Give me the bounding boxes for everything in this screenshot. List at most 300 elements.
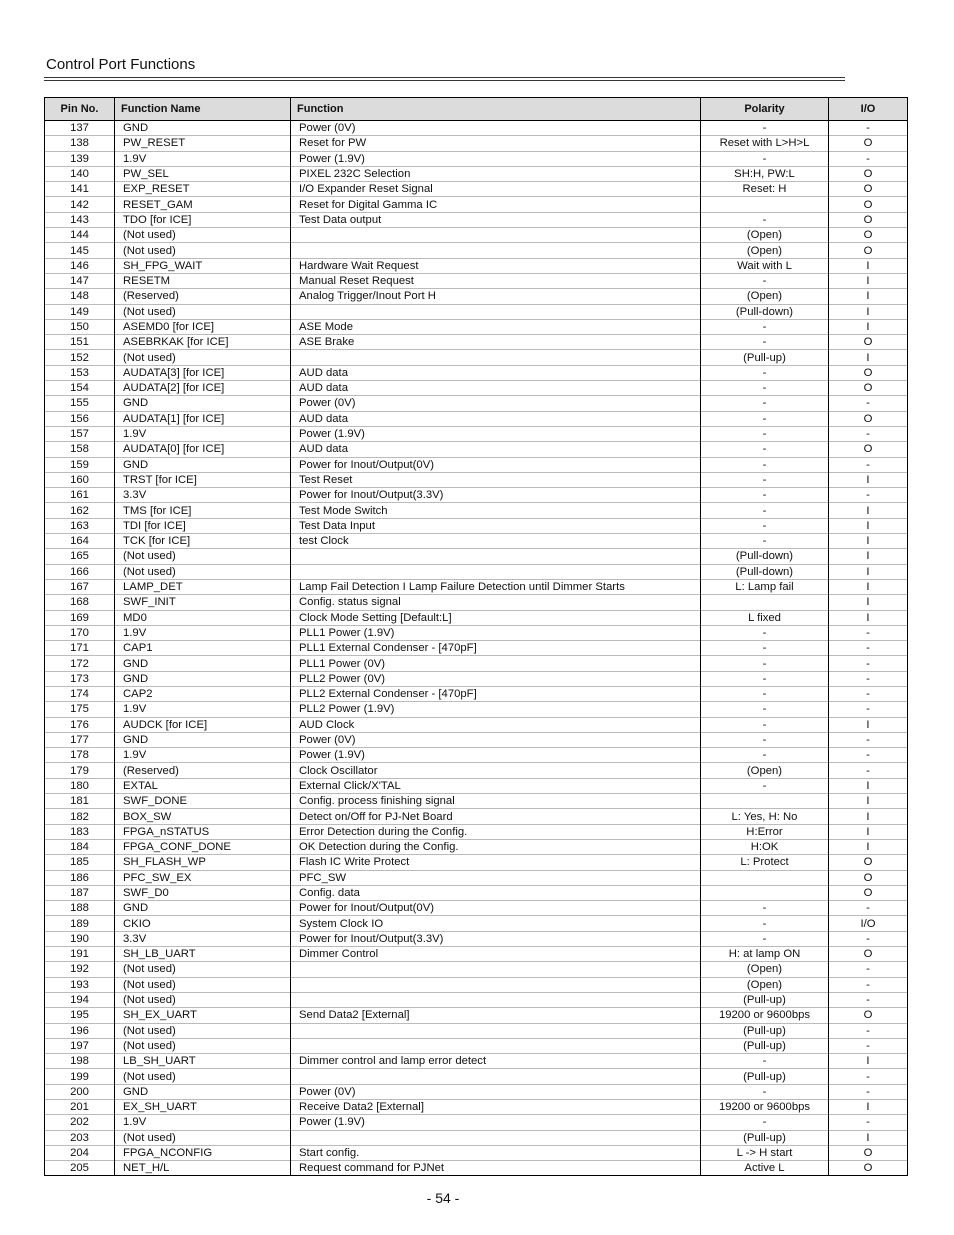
function-cell: Power (0V): [291, 732, 701, 747]
table-row: [45, 824, 908, 839]
function-cell: Power (1.9V): [291, 151, 701, 166]
function-cell: Power (1.9V): [291, 426, 701, 441]
function-cell: AUD data: [291, 442, 701, 457]
function-name-cell: AUDATA[1] [for ICE]: [115, 411, 291, 426]
function-name-cell: GND: [115, 396, 291, 411]
polarity-cell: (Pull-down): [701, 304, 829, 319]
io-cell: I: [829, 534, 908, 549]
polarity-cell: [701, 870, 829, 885]
pin-number-cell: 175: [45, 702, 115, 717]
function-cell: PLL2 Power (1.9V): [291, 702, 701, 717]
table-row: [45, 702, 908, 717]
function-cell: [291, 1023, 701, 1038]
polarity-cell: L: Protect: [701, 855, 829, 870]
io-cell: I: [829, 1130, 908, 1145]
polarity-cell: (Pull-down): [701, 549, 829, 564]
io-cell: O: [829, 136, 908, 151]
polarity-cell: -: [701, 748, 829, 763]
pin-number-cell: 171: [45, 641, 115, 656]
pin-number-cell: 201: [45, 1100, 115, 1115]
pin-number-cell: 148: [45, 289, 115, 304]
pin-number-cell: 164: [45, 534, 115, 549]
io-cell: I: [829, 809, 908, 824]
table-row: [45, 549, 908, 564]
pin-number-cell: 179: [45, 763, 115, 778]
pin-number-cell: 204: [45, 1145, 115, 1160]
polarity-cell: (Pull-up): [701, 1038, 829, 1053]
function-name-cell: SH_FPG_WAIT: [115, 258, 291, 273]
function-name-cell: 1.9V: [115, 625, 291, 640]
polarity-cell: (Open): [701, 962, 829, 977]
io-cell: I: [829, 595, 908, 610]
table-row: [45, 809, 908, 824]
function-cell: [291, 243, 701, 258]
function-name-cell: FPGA_nSTATUS: [115, 824, 291, 839]
polarity-cell: -: [701, 686, 829, 701]
pin-number-cell: 189: [45, 916, 115, 931]
pin-number-cell: 188: [45, 901, 115, 916]
pin-number-cell: 197: [45, 1038, 115, 1053]
polarity-cell: -: [701, 396, 829, 411]
io-cell: O: [829, 411, 908, 426]
function-name-cell: RESET_GAM: [115, 197, 291, 212]
table-row: [45, 748, 908, 763]
table-row: [45, 381, 908, 396]
table-row: [45, 671, 908, 686]
function-name-cell: 3.3V: [115, 488, 291, 503]
table-row: [45, 1069, 908, 1084]
io-cell: -: [829, 396, 908, 411]
io-cell: -: [829, 151, 908, 166]
io-cell: -: [829, 426, 908, 441]
io-cell: -: [829, 962, 908, 977]
polarity-cell: -: [701, 671, 829, 686]
pin-number-cell: 154: [45, 381, 115, 396]
pin-number-cell: 167: [45, 579, 115, 594]
function-cell: Power (1.9V): [291, 748, 701, 763]
function-name-cell: TDO [for ICE]: [115, 212, 291, 227]
function-cell: Config. data: [291, 885, 701, 900]
io-cell: -: [829, 457, 908, 472]
function-name-cell: LAMP_DET: [115, 579, 291, 594]
function-name-cell: AUDCK [for ICE]: [115, 717, 291, 732]
io-cell: I: [829, 1054, 908, 1069]
pin-number-cell: 174: [45, 686, 115, 701]
io-cell: -: [829, 625, 908, 640]
table-row: [45, 732, 908, 747]
function-name-cell: 1.9V: [115, 151, 291, 166]
function-cell: [291, 1038, 701, 1053]
io-cell: -: [829, 656, 908, 671]
polarity-cell: -: [701, 319, 829, 334]
pin-number-cell: 187: [45, 885, 115, 900]
io-cell: -: [829, 748, 908, 763]
table-row: [45, 166, 908, 181]
polarity-cell: 19200 or 9600bps: [701, 1008, 829, 1023]
table-row: [45, 396, 908, 411]
table-row: [45, 228, 908, 243]
function-name-cell: (Not used): [115, 304, 291, 319]
function-cell: [291, 962, 701, 977]
function-name-cell: (Not used): [115, 1130, 291, 1145]
function-name-cell: GND: [115, 121, 291, 136]
io-cell: -: [829, 1084, 908, 1099]
table-row: [45, 243, 908, 258]
col-io: I/O: [829, 98, 908, 121]
pin-number-cell: 190: [45, 931, 115, 946]
function-cell: ASE Mode: [291, 319, 701, 334]
function-name-cell: (Not used): [115, 1038, 291, 1053]
polarity-cell: 19200 or 9600bps: [701, 1100, 829, 1115]
pin-number-cell: 157: [45, 426, 115, 441]
polarity-cell: L: Yes, H: No: [701, 809, 829, 824]
pin-number-cell: 182: [45, 809, 115, 824]
function-cell: OK Detection during the Config.: [291, 839, 701, 854]
function-name-cell: CAP2: [115, 686, 291, 701]
function-name-cell: EX_SH_UART: [115, 1100, 291, 1115]
io-cell: O: [829, 166, 908, 181]
pin-number-cell: 142: [45, 197, 115, 212]
function-cell: Receive Data2 [External]: [291, 1100, 701, 1115]
function-name-cell: 1.9V: [115, 426, 291, 441]
polarity-cell: -: [701, 901, 829, 916]
polarity-cell: (Open): [701, 977, 829, 992]
table-row: [45, 686, 908, 701]
io-cell: I: [829, 319, 908, 334]
function-name-cell: (Not used): [115, 228, 291, 243]
table-row: [45, 350, 908, 365]
table-row: [45, 1038, 908, 1053]
function-cell: PLL2 Power (0V): [291, 671, 701, 686]
table-row: [45, 763, 908, 778]
pin-number-cell: 195: [45, 1008, 115, 1023]
pin-number-cell: 138: [45, 136, 115, 151]
polarity-cell: [701, 885, 829, 900]
function-cell: Error Detection during the Config.: [291, 824, 701, 839]
function-cell: System Clock IO: [291, 916, 701, 931]
function-name-cell: SWF_D0: [115, 885, 291, 900]
pin-number-cell: 203: [45, 1130, 115, 1145]
function-cell: Start config.: [291, 1145, 701, 1160]
function-name-cell: PW_RESET: [115, 136, 291, 151]
polarity-cell: -: [701, 931, 829, 946]
pin-number-cell: 161: [45, 488, 115, 503]
function-cell: External Click/X'TAL: [291, 778, 701, 793]
io-cell: -: [829, 488, 908, 503]
function-cell: Flash IC Write Protect: [291, 855, 701, 870]
pin-number-cell: 202: [45, 1115, 115, 1130]
function-name-cell: BOX_SW: [115, 809, 291, 824]
polarity-cell: Active L: [701, 1161, 829, 1176]
table-row: [45, 503, 908, 518]
pin-number-cell: 162: [45, 503, 115, 518]
function-cell: Reset for PW: [291, 136, 701, 151]
table-row: [45, 488, 908, 503]
io-cell: I: [829, 564, 908, 579]
io-cell: -: [829, 901, 908, 916]
function-cell: Power (0V): [291, 396, 701, 411]
io-cell: I: [829, 289, 908, 304]
pin-number-cell: 168: [45, 595, 115, 610]
function-name-cell: EXP_RESET: [115, 182, 291, 197]
polarity-cell: -: [701, 518, 829, 533]
function-cell: Config. process finishing signal: [291, 794, 701, 809]
function-cell: test Clock: [291, 534, 701, 549]
pin-number-cell: 137: [45, 121, 115, 136]
function-name-cell: FPGA_CONF_DONE: [115, 839, 291, 854]
polarity-cell: H:Error: [701, 824, 829, 839]
function-name-cell: GND: [115, 732, 291, 747]
function-cell: Test Mode Switch: [291, 503, 701, 518]
function-cell: Clock Oscillator: [291, 763, 701, 778]
pin-number-cell: 144: [45, 228, 115, 243]
pin-number-cell: 205: [45, 1161, 115, 1176]
polarity-cell: (Open): [701, 243, 829, 258]
function-cell: Config. status signal: [291, 595, 701, 610]
polarity-cell: (Pull-up): [701, 1069, 829, 1084]
io-cell: I: [829, 518, 908, 533]
polarity-cell: (Pull-up): [701, 1130, 829, 1145]
pin-number-cell: 145: [45, 243, 115, 258]
function-name-cell: ASEBRKAK [for ICE]: [115, 335, 291, 350]
function-name-cell: 1.9V: [115, 1115, 291, 1130]
polarity-cell: -: [701, 778, 829, 793]
table-row: [45, 319, 908, 334]
pin-number-cell: 200: [45, 1084, 115, 1099]
table-row: [45, 1161, 908, 1176]
table-row: [45, 992, 908, 1007]
title-rule: [44, 77, 845, 78]
table-row: [45, 472, 908, 487]
polarity-cell: -: [701, 1084, 829, 1099]
polarity-cell: [701, 595, 829, 610]
function-cell: [291, 1130, 701, 1145]
polarity-cell: (Open): [701, 228, 829, 243]
polarity-cell: (Pull-up): [701, 1023, 829, 1038]
function-cell: Analog Trigger/Inout Port H: [291, 289, 701, 304]
table-row: [45, 518, 908, 533]
function-name-cell: 1.9V: [115, 702, 291, 717]
table-row: [45, 564, 908, 579]
function-cell: [291, 228, 701, 243]
page-number: - 54 -: [426, 1190, 460, 1206]
io-cell: O: [829, 855, 908, 870]
function-cell: Manual Reset Request: [291, 273, 701, 288]
io-cell: I: [829, 579, 908, 594]
function-cell: [291, 549, 701, 564]
polarity-cell: -: [701, 121, 829, 136]
pin-number-cell: 185: [45, 855, 115, 870]
table-row: [45, 717, 908, 732]
function-name-cell: SH_FLASH_WP: [115, 855, 291, 870]
pin-number-cell: 196: [45, 1023, 115, 1038]
function-cell: Clock Mode Setting [Default:L]: [291, 610, 701, 625]
function-cell: [291, 564, 701, 579]
io-cell: I: [829, 1100, 908, 1115]
function-name-cell: PFC_SW_EX: [115, 870, 291, 885]
function-name-cell: (Not used): [115, 962, 291, 977]
table-row: [45, 534, 908, 549]
pin-number-cell: 165: [45, 549, 115, 564]
table-row: [45, 197, 908, 212]
io-cell: -: [829, 1115, 908, 1130]
function-cell: PLL1 External Condenser - [470pF]: [291, 641, 701, 656]
io-cell: O: [829, 212, 908, 227]
polarity-cell: -: [701, 151, 829, 166]
function-name-cell: (Not used): [115, 350, 291, 365]
pin-number-cell: 172: [45, 656, 115, 671]
pin-number-cell: 199: [45, 1069, 115, 1084]
io-cell: -: [829, 763, 908, 778]
table-row: [45, 595, 908, 610]
pin-number-cell: 176: [45, 717, 115, 732]
pin-number-cell: 141: [45, 182, 115, 197]
polarity-cell: (Pull-up): [701, 350, 829, 365]
table-row: [45, 962, 908, 977]
table-row: [45, 1054, 908, 1069]
io-cell: O: [829, 243, 908, 258]
polarity-cell: -: [701, 625, 829, 640]
polarity-cell: -: [701, 457, 829, 472]
table-row: [45, 778, 908, 793]
table-row: [45, 121, 908, 136]
polarity-cell: -: [701, 1054, 829, 1069]
pin-number-cell: 155: [45, 396, 115, 411]
function-name-cell: (Not used): [115, 549, 291, 564]
polarity-cell: -: [701, 381, 829, 396]
col-function-name: Function Name: [115, 98, 291, 121]
table-row: [45, 273, 908, 288]
table-row: [45, 289, 908, 304]
function-name-cell: AUDATA[2] [for ICE]: [115, 381, 291, 396]
pin-number-cell: 186: [45, 870, 115, 885]
table-row: [45, 901, 908, 916]
table-row: [45, 579, 908, 594]
table-row: [45, 365, 908, 380]
function-cell: [291, 304, 701, 319]
pin-number-cell: 140: [45, 166, 115, 181]
function-name-cell: TRST [for ICE]: [115, 472, 291, 487]
pin-number-cell: 170: [45, 625, 115, 640]
function-cell: PLL2 External Condenser - [470pF]: [291, 686, 701, 701]
table-row: [45, 885, 908, 900]
function-name-cell: SH_EX_UART: [115, 1008, 291, 1023]
io-cell: O: [829, 885, 908, 900]
polarity-cell: -: [701, 503, 829, 518]
io-cell: I: [829, 304, 908, 319]
polarity-cell: [701, 197, 829, 212]
function-name-cell: GND: [115, 457, 291, 472]
table-row: [45, 855, 908, 870]
pin-number-cell: 198: [45, 1054, 115, 1069]
function-cell: Reset for Digital Gamma IC: [291, 197, 701, 212]
table-row: [45, 656, 908, 671]
io-cell: I: [829, 610, 908, 625]
function-name-cell: AUDATA[0] [for ICE]: [115, 442, 291, 457]
io-cell: -: [829, 1038, 908, 1053]
function-name-cell: SWF_INIT: [115, 595, 291, 610]
function-cell: Request command for PJNet: [291, 1161, 701, 1176]
table-row: [45, 411, 908, 426]
io-cell: -: [829, 931, 908, 946]
io-cell: O: [829, 197, 908, 212]
col-pin-no: Pin No.: [45, 98, 115, 121]
io-cell: O: [829, 1161, 908, 1176]
io-cell: O: [829, 381, 908, 396]
table-row: [45, 916, 908, 931]
table-row: [45, 625, 908, 640]
polarity-cell: L: Lamp fail: [701, 579, 829, 594]
function-name-cell: GND: [115, 1084, 291, 1099]
io-cell: -: [829, 1023, 908, 1038]
table-row: [45, 442, 908, 457]
function-name-cell: CAP1: [115, 641, 291, 656]
pin-number-cell: 146: [45, 258, 115, 273]
table-row: [45, 1115, 908, 1130]
function-name-cell: SWF_DONE: [115, 794, 291, 809]
io-cell: -: [829, 702, 908, 717]
io-cell: -: [829, 992, 908, 1007]
table-row: [45, 457, 908, 472]
table-row: [45, 182, 908, 197]
function-name-cell: TCK [for ICE]: [115, 534, 291, 549]
function-name-cell: AUDATA[3] [for ICE]: [115, 365, 291, 380]
pin-number-cell: 159: [45, 457, 115, 472]
polarity-cell: H: at lamp ON: [701, 947, 829, 962]
io-cell: -: [829, 686, 908, 701]
table-row: [45, 151, 908, 166]
function-cell: Hardware Wait Request: [291, 258, 701, 273]
page-title: Control Port Functions: [46, 56, 196, 73]
table-row: [45, 212, 908, 227]
pin-number-cell: 153: [45, 365, 115, 380]
polarity-cell: -: [701, 732, 829, 747]
function-name-cell: TDI [for ICE]: [115, 518, 291, 533]
function-name-cell: MD0: [115, 610, 291, 625]
io-cell: -: [829, 671, 908, 686]
pin-number-cell: 151: [45, 335, 115, 350]
pin-number-cell: 177: [45, 732, 115, 747]
polarity-cell: -: [701, 1115, 829, 1130]
io-cell: I: [829, 839, 908, 854]
polarity-cell: Wait with L: [701, 258, 829, 273]
polarity-cell: -: [701, 702, 829, 717]
pin-number-cell: 143: [45, 212, 115, 227]
polarity-cell: (Open): [701, 763, 829, 778]
function-cell: Power (0V): [291, 121, 701, 136]
io-cell: I: [829, 824, 908, 839]
function-cell: PIXEL 232C Selection: [291, 166, 701, 181]
table-row: [45, 1023, 908, 1038]
function-cell: Test Data output: [291, 212, 701, 227]
function-cell: Detect on/Off for PJ-Net Board: [291, 809, 701, 824]
function-name-cell: (Not used): [115, 1069, 291, 1084]
io-cell: O: [829, 365, 908, 380]
polarity-cell: SH:H, PW:L: [701, 166, 829, 181]
pin-number-cell: 139: [45, 151, 115, 166]
function-name-cell: TMS [for ICE]: [115, 503, 291, 518]
pin-number-cell: 156: [45, 411, 115, 426]
polarity-cell: (Pull-down): [701, 564, 829, 579]
table-row: [45, 258, 908, 273]
control-port-table: [44, 97, 908, 1176]
function-cell: Test Data Input: [291, 518, 701, 533]
polarity-cell: -: [701, 656, 829, 671]
pin-number-cell: 163: [45, 518, 115, 533]
function-cell: Dimmer control and lamp error detect: [291, 1054, 701, 1069]
function-name-cell: FPGA_NCONFIG: [115, 1145, 291, 1160]
io-cell: I: [829, 717, 908, 732]
